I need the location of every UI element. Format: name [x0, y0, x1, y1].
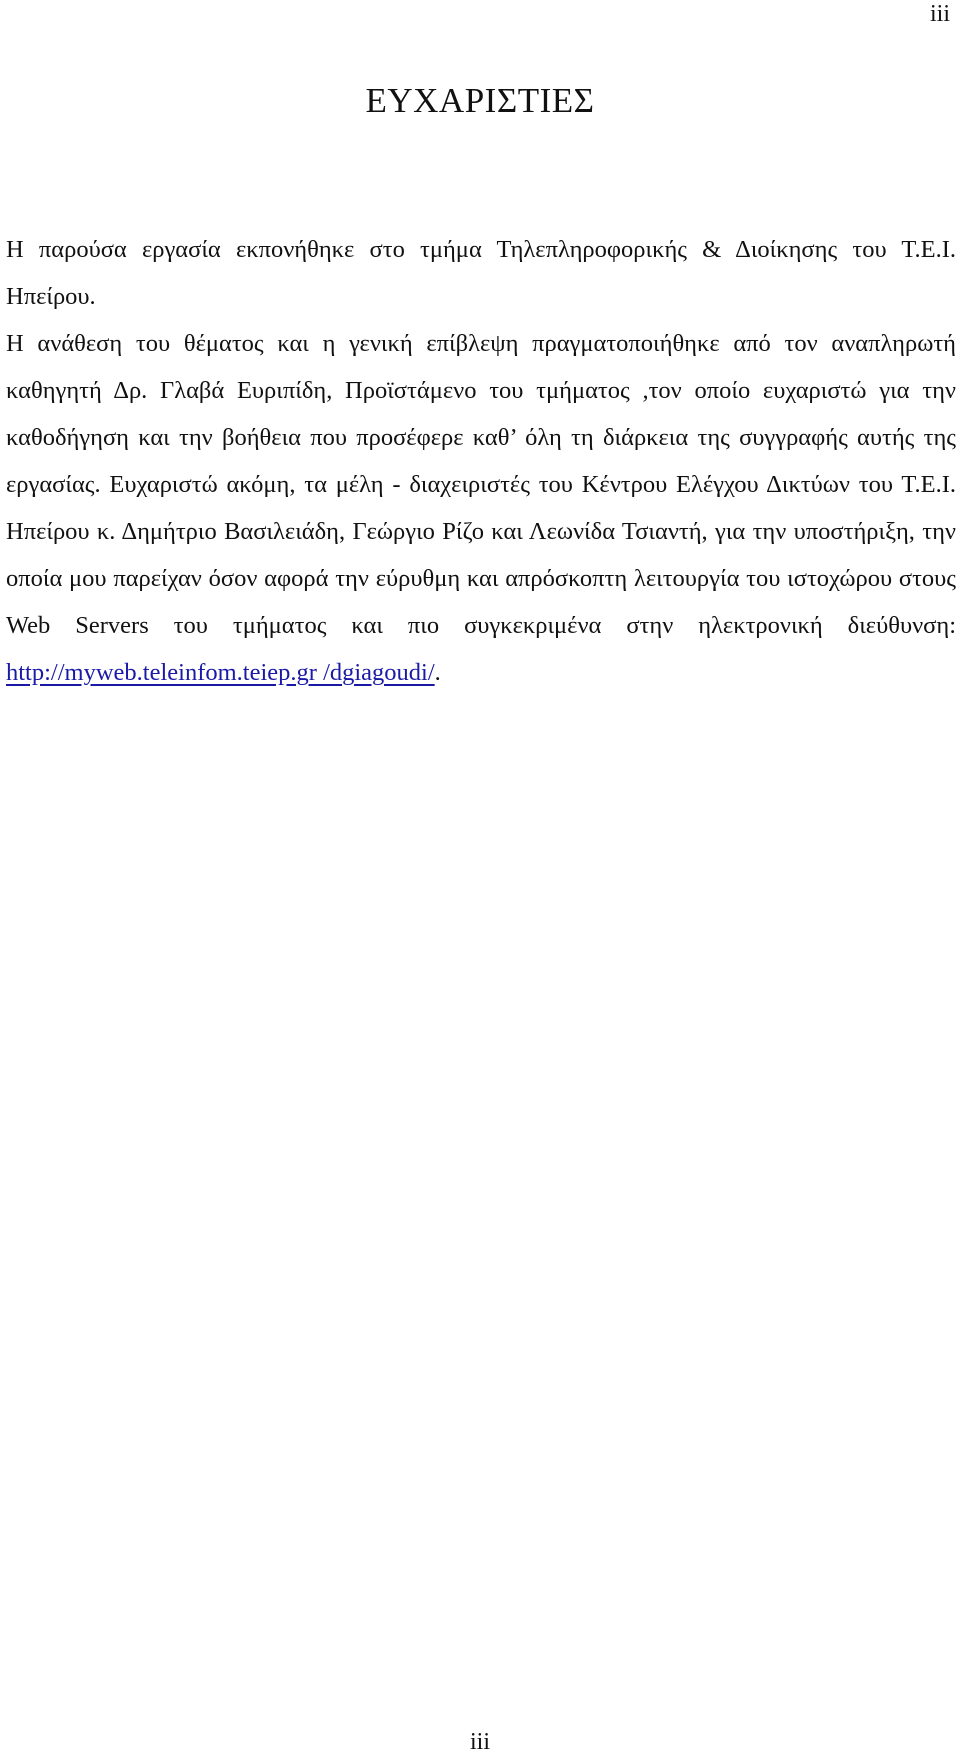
paragraph-acknowledgements-text: Η ανάθεση του θέματος και η γενική επίβλεψη πραγματοποιήθηκε από τον αναπληρωτή καθηγητή Δρ. Γλαβά Ευριπίδη, Προϊστάμενο του τμήματος ,τον οποίο ευχαριστώ για την καθοδήγηση και την βοήθεια που προσέφερε καθ’ όλη τη διάρκεια της συγγραφής αυτής της εργασίας. Ευχαριστώ ακόμη, τα μέλη - διαχειριστές του Κέντρου Ελέγχου Δικτύων του Τ.Ε.Ι. Ηπείρου κ. Δημήτριο Βασιλειάδη, Γεώργιο Ρίζο και Λεωνίδα Τσιαντή, για την υποστήριξη, την οποία μου παρείχαν όσον αφορά την εύρυθμη και απρόσκοπτη λειτουργία του ιστοχώρου στους Web Servers του τμήματος και πιο συγκεκριμένα στην ηλεκτρονική διεύθυνση: [6, 330, 956, 639]
paragraph-intro: Η παρούσα εργασία εκπονήθηκε στο τμήμα Τηλεπληροφορικής & Διοίκησης του Τ.Ε.Ι. Ηπείρου. [6, 236, 956, 310]
website-link[interactable]: http://myweb.teleinfom.teiep.gr /dgiagoudi/ [6, 659, 435, 686]
page-number-top: iii [929, 1, 950, 27]
page-number-bottom: iii [469, 1729, 490, 1755]
paragraph-end-punctuation: . [434, 659, 441, 686]
page-title: ΕΥΧΑΡΙΣΤΙΕΣ [365, 81, 595, 120]
paragraph-acknowledgements [6, 320, 956, 696]
